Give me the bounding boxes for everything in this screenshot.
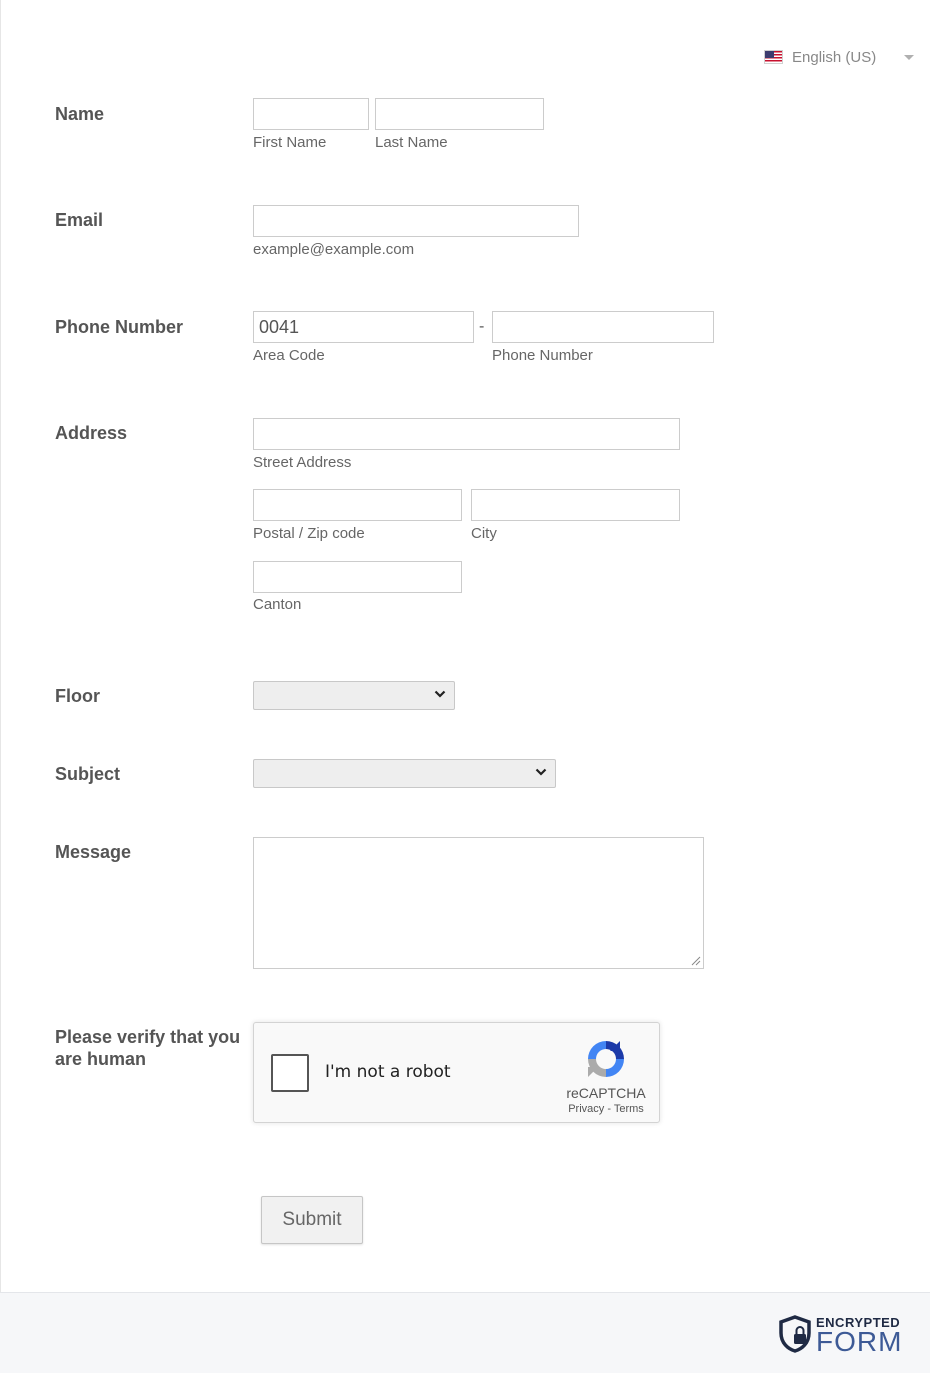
postal-code-sublabel: Postal / Zip code [253, 525, 365, 542]
street-address-sublabel: Street Address [253, 454, 352, 471]
floor-label: Floor [55, 686, 100, 706]
message-label: Message [55, 842, 132, 862]
submit-button[interactable]: Submit [261, 1196, 363, 1244]
phone-number-sublabel: Phone Number [492, 347, 593, 364]
recaptcha-brand: reCAPTCHA [566, 1085, 646, 1101]
recaptcha-logo-icon [584, 1037, 628, 1081]
area-code-sublabel: Area Code [253, 347, 325, 364]
captcha-label: Please verify that you are human [55, 1027, 241, 1069]
us-flag-icon [764, 50, 783, 64]
floor-select[interactable] [253, 681, 455, 710]
area-code-input[interactable] [253, 311, 474, 343]
caret-down-icon [904, 55, 914, 60]
subject-select[interactable] [253, 759, 556, 788]
language-selector[interactable] [764, 46, 916, 68]
email-input[interactable] [253, 205, 579, 237]
first-name-input[interactable] [253, 98, 369, 130]
recaptcha-widget [253, 1022, 660, 1123]
canton-input[interactable] [253, 561, 462, 593]
recaptcha-checkbox-label: I'm not a robot [325, 1062, 451, 1082]
phone-number-input[interactable] [492, 311, 714, 343]
last-name-sublabel: Last Name [375, 134, 448, 151]
address-label: Address [55, 423, 128, 443]
footer [0, 1292, 930, 1373]
street-address-input[interactable] [253, 418, 680, 450]
chevron-down-icon [535, 767, 547, 777]
email-sublabel: example@example.com [253, 241, 415, 258]
page-left-border [0, 0, 1, 1292]
encrypted-form-logo [778, 1313, 908, 1357]
city-input[interactable] [471, 489, 680, 521]
first-name-sublabel: First Name [253, 134, 327, 151]
resize-handle-icon[interactable] [691, 956, 701, 966]
name-label: Name [55, 104, 105, 124]
postal-code-input[interactable] [253, 489, 462, 521]
language-label: English (US) [792, 48, 877, 66]
message-textarea[interactable] [253, 837, 704, 969]
city-sublabel: City [471, 525, 497, 542]
subject-label: Subject [55, 764, 121, 784]
recaptcha-checkbox[interactable] [271, 1054, 309, 1092]
email-label: Email [55, 210, 104, 230]
last-name-input[interactable] [375, 98, 544, 130]
logo-text-bottom: FORM [816, 1326, 903, 1357]
canton-sublabel: Canton [253, 596, 302, 613]
phone-separator: - [479, 318, 485, 335]
chevron-down-icon [434, 689, 446, 699]
phone-label: Phone Number [55, 317, 184, 337]
logo-text-top: ENCRYPTED [816, 1315, 901, 1330]
recaptcha-links[interactable]: Privacy - Terms [568, 1103, 644, 1115]
shield-lock-icon [778, 1315, 812, 1353]
